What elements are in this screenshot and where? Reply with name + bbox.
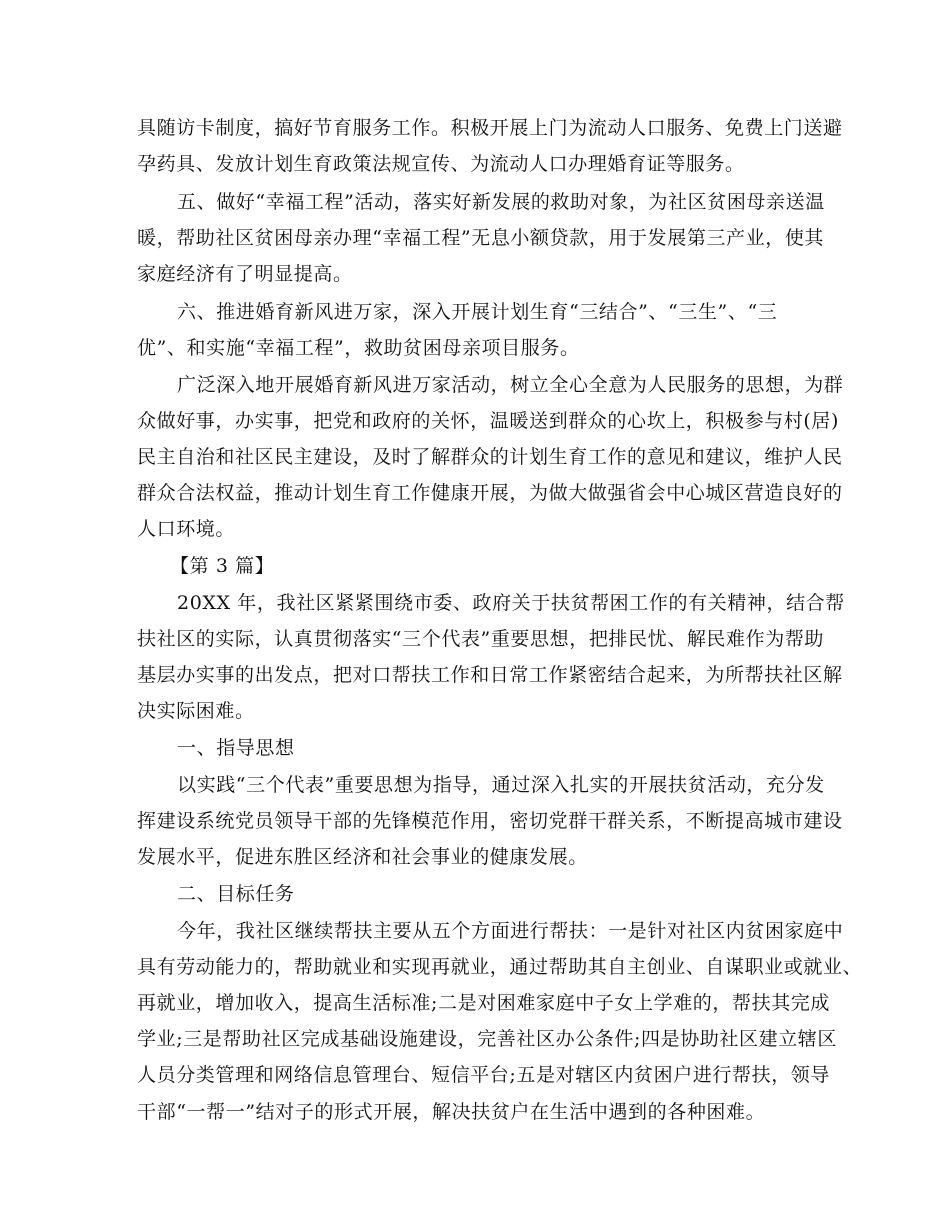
text-line: 具随访卡制度，搞好节育服务工作。积极开展上门为流动人口服务、免费上门送避 <box>137 117 843 139</box>
text-line: 五、做好“幸福工程”活动，落实好新发展的救助对象，为社区贫困母亲送温 <box>177 191 825 213</box>
text-line: 众做好事，办实事，把党和政府的关怀，温暖送到群众的心坎上，积极参与村(居) <box>137 410 840 432</box>
text-line: 六、推进婚育新风进万家，深入开展计划生育“三结合”、“三生”、“三 <box>177 301 778 323</box>
text-line: 以实践“三个代表”重要思想为指导，通过深入扎实的开展扶贫活动，充分发 <box>177 774 825 796</box>
text-line: 广泛深入地开展婚育新风进万家活动，树立全心全意为人民服务的思想，为群 <box>177 374 844 396</box>
text-line: 具有劳动能力的，帮助就业和实现再就业，通过帮助其自主创业、自谋职业或就业、 <box>137 956 863 978</box>
section-heading: 【第 3 篇】 <box>170 555 275 577</box>
text-line: 挥建设系统党员领导干部的先锋模范作用，密切党群干群关系，不断提高城市建设 <box>137 810 843 832</box>
subsection-heading: 一、指导思想 <box>177 737 295 759</box>
text-line: 学业;三是帮助社区完成基础设施建设，完善社区办公条件;四是协助社区建立辖区 <box>137 1028 838 1050</box>
text-line: 基层办实事的出发点，把对口帮扶工作和日常工作紧密结合起来，为所帮扶社区解 <box>137 664 843 686</box>
text-line: 群众合法权益，推动计划生育工作健康开展，为做大做强省会中心城区营造良好的 <box>137 482 843 504</box>
text-line: 优”、和实施“幸福工程”，救助贫困母亲项目服务。 <box>137 337 580 359</box>
text-line: 民主自治和社区民主建设，及时了解群众的计划生育工作的意见和建议，维护人民 <box>137 446 843 468</box>
text-line: 家庭经济有了明显提高。 <box>137 263 353 285</box>
subsection-heading: 二、目标任务 <box>177 883 295 905</box>
text-line: 暖，帮助社区贫困母亲办理“幸福工程”无息小额贷款，用于发展第三产业，使其 <box>137 227 825 249</box>
text-line: 人员分类管理和网络信息管理台、短信平台;五是对辖区内贫困户进行帮扶，领导 <box>137 1064 831 1086</box>
text-line: 再就业，增加收入，提高生活标准;二是对困难家庭中子女上学难的，帮扶其完成 <box>137 992 831 1014</box>
text-line: 孕药具、发放计划生育政策法规宣传、为流动人口办理婚育证等服务。 <box>137 153 745 175</box>
text-line: 今年，我社区继续帮扶主要从五个方面进行帮扶：一是针对社区内贫困家庭中 <box>177 920 844 942</box>
text-line: 发展水平，促进东胜区经济和社会事业的健康发展。 <box>137 846 588 868</box>
text-line: 人口环境。 <box>137 518 236 540</box>
text-line: 干部“一帮一”结对子的形式开展，解决扶贫户在生活中遇到的各种困难。 <box>137 1101 766 1123</box>
text-line: 扶社区的实际，认真贯彻落实“三个代表”重要思想，把排民忧、解民难作为帮助 <box>137 628 825 650</box>
text-line: 决实际困难。 <box>137 700 255 722</box>
text-line: 20XX 年，我社区紧紧围绕市委、政府关于扶贫帮困工作的有关精神，结合帮 <box>177 592 845 614</box>
